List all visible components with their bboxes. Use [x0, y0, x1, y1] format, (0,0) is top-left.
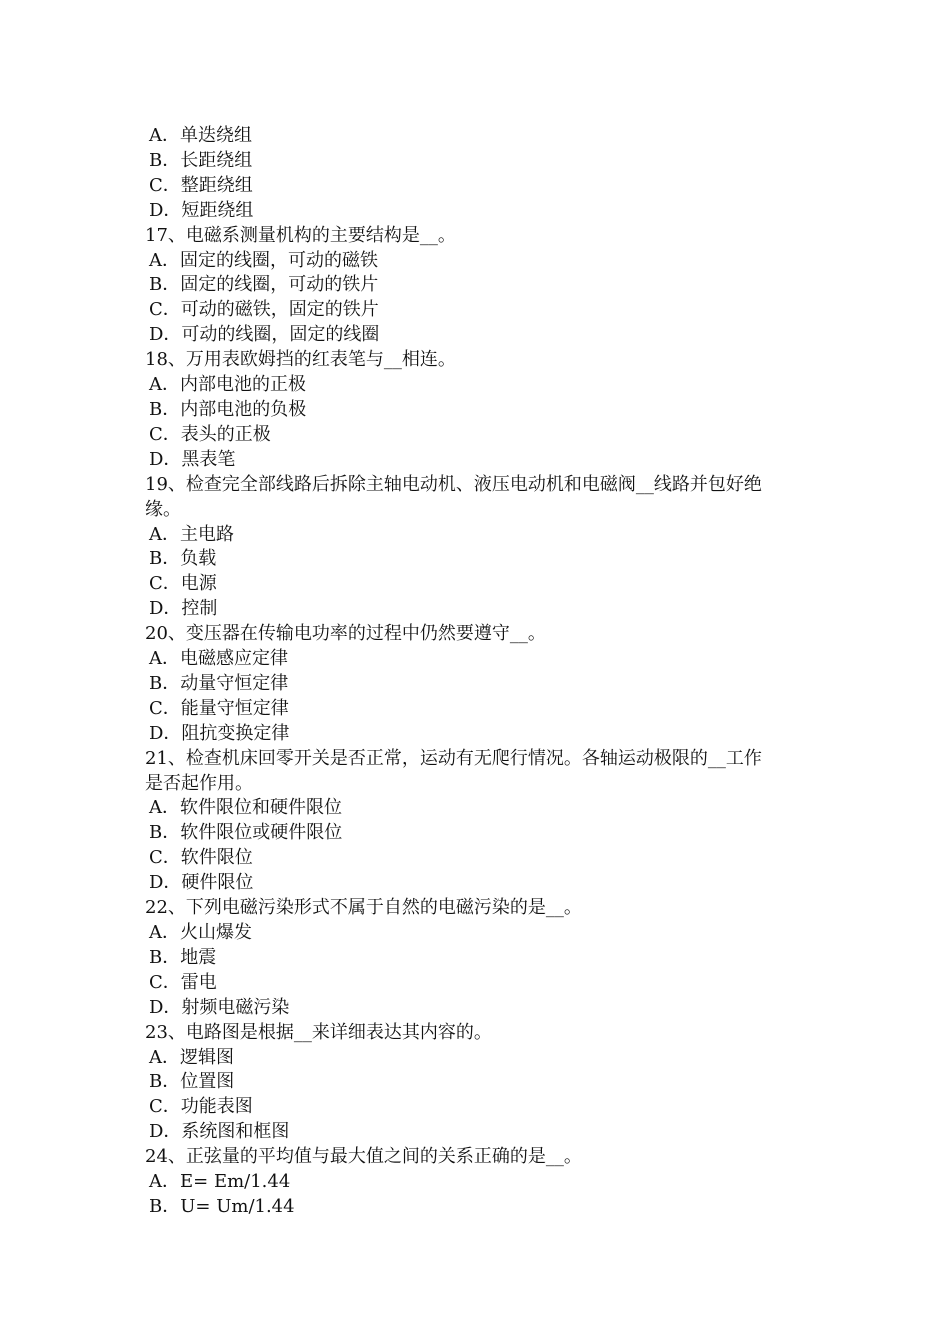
answer-option: B．内部电池的负极 — [149, 398, 307, 420]
question-text: 19、检查完全部线路后拆除主轴电动机、液压电动机和电磁阀__线路并包好绝 — [145, 473, 762, 495]
answer-option: A．主电路 — [149, 523, 234, 545]
answer-option: B．固定的线圈，可动的铁片 — [149, 274, 379, 296]
answer-option: D．控制 — [149, 598, 218, 620]
answer-option: B．动量守恒定律 — [149, 672, 289, 694]
answer-option: D．短距绕组 — [149, 199, 254, 221]
answer-option: A．电磁感应定律 — [149, 648, 288, 670]
answer-option: B．位置图 — [149, 1071, 235, 1093]
question-text: 21、检查机床回零开关是否正常，运动有无爬行情况。各轴运动极限的__工作 — [145, 747, 762, 769]
answer-option: A．单迭绕组 — [149, 125, 252, 146]
answer-option: A．火山爆发 — [149, 922, 252, 943]
answer-option: D．黑表笔 — [149, 448, 236, 470]
answer-option: D．系统图和框图 — [149, 1121, 290, 1143]
answer-option: A．内部电池的正极 — [149, 374, 306, 396]
answer-option: B．地震 — [149, 946, 217, 968]
answer-option: C．可动的磁铁，固定的铁片 — [149, 299, 379, 321]
answer-option: C．电源 — [149, 573, 217, 595]
answer-option: C．表头的正极 — [149, 423, 271, 445]
question-text: 17、电磁系测量机构的主要结构是__。 — [145, 224, 456, 246]
answer-option: B．长距绕组 — [149, 149, 253, 171]
question-text: 是否起作用。 — [145, 772, 253, 794]
answer-option: A．E= Em/1.44 — [149, 1171, 291, 1193]
answer-option: C．软件限位 — [149, 847, 253, 869]
answer-option: B．U= Um/1.44 — [149, 1195, 295, 1217]
answer-option: B．软件限位或硬件限位 — [149, 822, 343, 844]
question-text: 22、下列电磁污染形式不属于自然的电磁污染的是__。 — [145, 897, 582, 919]
question-text: 24、正弦量的平均值与最大值之间的关系正确的是__。 — [145, 1146, 582, 1168]
answer-option: A．软件限位和硬件限位 — [149, 797, 342, 819]
answer-option: C．功能表图 — [149, 1096, 253, 1118]
answer-option: D．可动的线圈，固定的线圈 — [149, 324, 380, 346]
document-page — [145, 124, 810, 1220]
answer-option: C．雷电 — [149, 971, 217, 993]
answer-option: D．射频电磁污染 — [149, 996, 290, 1018]
answer-option: B．负载 — [149, 548, 217, 570]
answer-option: A．逻辑图 — [149, 1046, 234, 1068]
answer-option: C．整距绕组 — [149, 174, 253, 196]
answer-option: A．固定的线圈，可动的磁铁 — [149, 249, 378, 271]
question-text: 18、万用表欧姆挡的红表笔与__相连。 — [145, 349, 456, 371]
answer-option: D．硬件限位 — [149, 872, 254, 894]
question-text: 23、电路图是根据__来详细表达其内容的。 — [145, 1021, 492, 1043]
answer-option: C．能量守恒定律 — [149, 697, 289, 719]
answer-option: D．阻抗变换定律 — [149, 722, 290, 744]
question-text: 20、变压器在传输电功率的过程中仍然要遵守__。 — [145, 623, 546, 645]
question-text: 缘。 — [145, 498, 181, 520]
